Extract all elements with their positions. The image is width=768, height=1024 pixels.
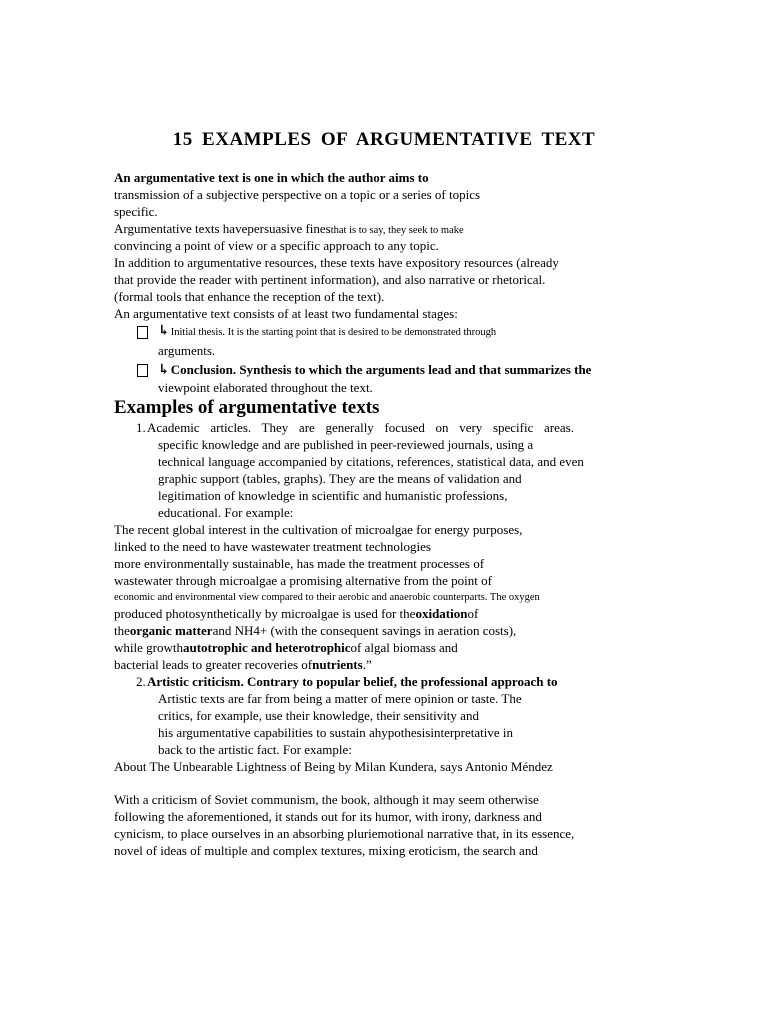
quote-1-line-7 xyxy=(114,622,516,639)
quote-2-line-4: novel of ideas of multiple and complex textures, mixing eroticism, the search and xyxy=(114,843,538,858)
quote-1-line-9-c: .” xyxy=(362,657,372,672)
quote-1-line-8-a: while growth xyxy=(114,640,183,655)
item-1-line-3: technical language accompanied by citations, references, statistical data, and even xyxy=(158,454,584,469)
quote-1-line-4: wastewater through microalgae a promising alternative from the point of xyxy=(114,573,492,588)
quote-1-line-1: The recent global interest in the cultivation of microalgae for energy purposes, xyxy=(114,522,523,537)
quote-2-line-1: With a criticism of Soviet communism, the book, although it may seem otherwise xyxy=(114,792,539,807)
quote-1-line-3: more environmentally sustainable, has made the treatment processes of xyxy=(114,556,485,571)
item-2-line-4: his argumentative capabilities to sustain ahypothesisinterpretative in xyxy=(158,725,514,740)
arrow-icon: ↳ xyxy=(158,324,170,339)
quote-1-line-9-b: nutrients xyxy=(312,657,363,672)
quote-2-line-3: cynicism, to place ourselves in an absorbing pluriemotional narrative that, in its essence, xyxy=(114,826,575,841)
quote-1-line-8-b: autotrophic and heterotrophic xyxy=(182,640,351,655)
quote-1-line-7-a: the xyxy=(114,623,130,638)
item-1-line-2: specific knowledge and are published in peer-reviewed journals, using a xyxy=(158,437,534,452)
intro-line-6: In addition to argumentative resources, these texts have expository resources (already xyxy=(114,255,559,270)
item-1-line-1: Academic articles. They are generally focused on very specific areas. xyxy=(147,420,574,435)
item-1-number: 1. xyxy=(136,420,146,435)
intro-line-7: that provide the reader with pertinent information), and also narrative or rhetorical. xyxy=(114,272,546,287)
stage-1-text: Initial thesis. It is the starting point that is desired to be demonstrated through xyxy=(170,327,497,338)
item-2-line-1: Artistic criticism. Contrary to popular belief, the professional approach to xyxy=(147,674,558,689)
bullet-box-icon xyxy=(137,326,148,339)
stage-1-line-2: arguments. xyxy=(158,343,216,358)
intro-line-8: (formal tools that enhance the reception of the text). xyxy=(114,289,385,304)
stage-1-line-1 xyxy=(158,322,496,341)
arrow-icon: ↳ xyxy=(158,363,170,378)
quote-1-line-6-b: oxidation xyxy=(415,606,468,621)
quote-2-line-2: following the aforementioned, it stands out for its humor, with irony, darkness and xyxy=(114,809,542,824)
item-1-line-5: legitimation of knowledge in scientific and humanistic professions, xyxy=(158,488,508,503)
about-line: About The Unbearable Lightness of Being by Milan Kundera, says Antonio Méndez xyxy=(114,759,553,774)
quote-1-line-6-a: produced photosynthetically by microalgae is used for the xyxy=(114,606,416,621)
intro-line-9: An argumentative text consists of at least two fundamental stages: xyxy=(114,306,458,321)
intro-line-3: specific. xyxy=(114,204,158,219)
item-2-line-2: Artistic texts are far from being a matter of mere opinion or taste. The xyxy=(158,691,522,706)
item-2-line-5: back to the artistic fact. For example: xyxy=(158,742,352,757)
intro-line-4-c: that is to say, they seek to make xyxy=(330,225,464,236)
intro-line-1: An argumentative text is one in which the author aims to xyxy=(114,170,429,185)
quote-1-line-9-a: bacterial leads to greater recoveries of xyxy=(114,657,313,672)
quote-1-line-9 xyxy=(114,656,372,673)
page-title: 15 EXAMPLES OF ARGUMENTATIVE TEXT xyxy=(172,129,596,150)
stage-2-line-1 xyxy=(158,361,591,379)
quote-1-line-6-c: of xyxy=(467,606,479,621)
quote-1-line-7-c: and NH4+ (with the consequent savings in aeration costs), xyxy=(212,623,517,638)
item-1-line-4: graphic support (tables, graphs). They are the means of validation and xyxy=(158,471,522,486)
quote-1-line-5: economic and environmental view compared to their aerobic and anaerobic counterparts. The oxygen xyxy=(114,592,540,603)
intro-line-4-b: persuasive fines xyxy=(247,221,331,236)
quote-1-line-8 xyxy=(114,639,458,656)
item-2-number: 2. xyxy=(136,674,146,689)
quote-1-line-8-c: of algal biomass and xyxy=(350,640,458,655)
stage-2-line-2: viewpoint elaborated throughout the text. xyxy=(158,380,373,395)
item-2-line-3: critics, for example, use their knowledge, their sensitivity and xyxy=(158,708,479,723)
intro-line-4-a: Argumentative texts have xyxy=(114,221,248,236)
item-1-line-6: educational. For example: xyxy=(158,505,294,520)
intro-line-2: transmission of a subjective perspective on a topic or a series of topics xyxy=(114,187,481,202)
intro-line-5: convincing a point of view or a specific approach to any topic. xyxy=(114,238,439,253)
quote-1-line-2: linked to the need to have wastewater treatment technologies xyxy=(114,539,431,554)
quote-1-line-6 xyxy=(114,605,478,622)
stage-2-text: Conclusion. Synthesis to which the arguments lead and that summarizes the xyxy=(170,362,592,377)
section-heading: Examples of argumentative texts xyxy=(114,397,380,418)
bullet-box-icon xyxy=(137,364,148,377)
quote-1-line-7-b: organic matter xyxy=(129,623,213,638)
